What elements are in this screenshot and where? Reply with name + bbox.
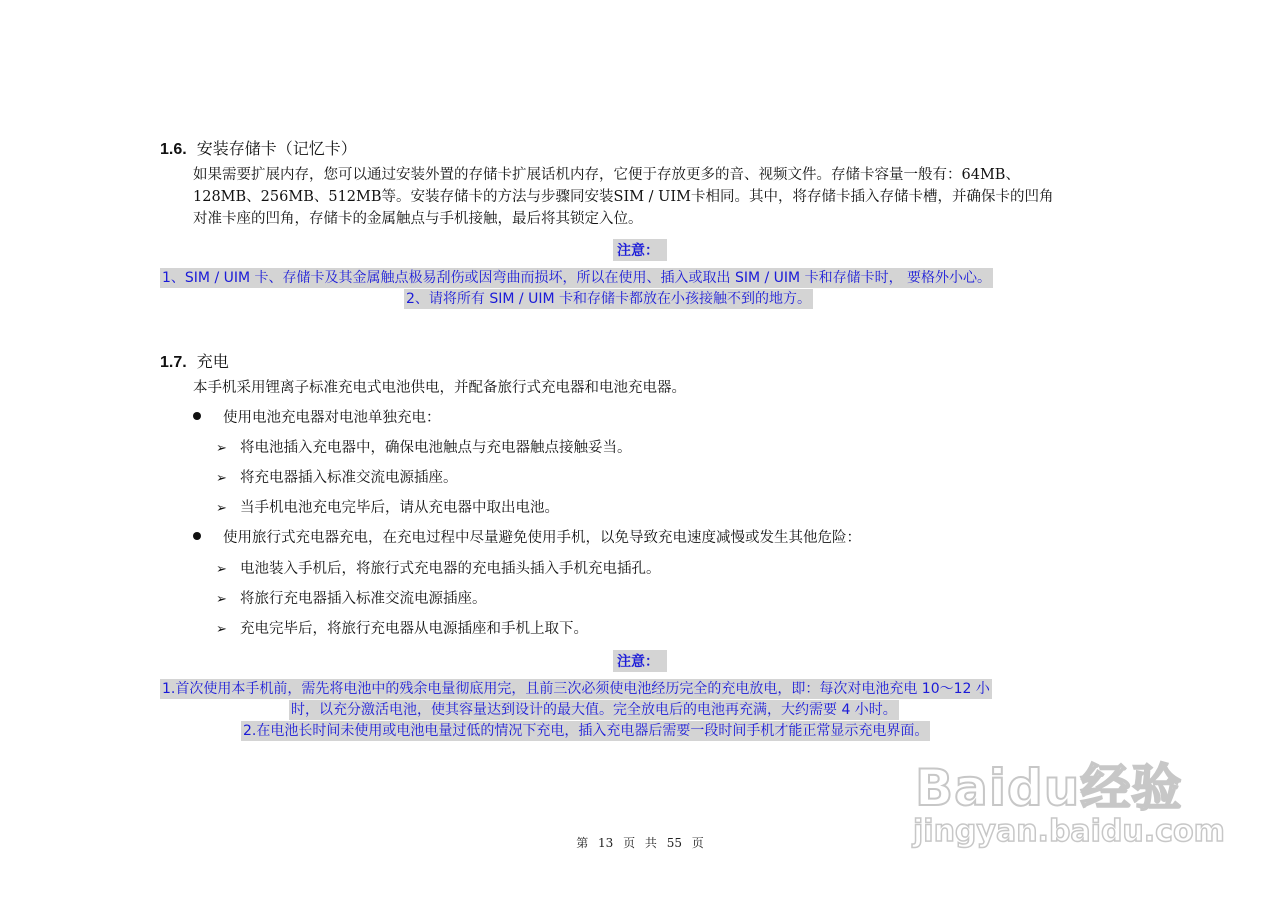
note-line: 1、SIM / UIM 卡、存储卡及其金属触点极易刮伤或因弯曲而损坏，所以在使用、插入或取出 SIM / UIM 卡和存储卡时， 要格外小心。: [162, 270, 992, 286]
paragraph-line: 本手机采用锂离子标准充电式电池供电，并配备旅行式充电器和电池充电器。: [193, 380, 686, 396]
step-text: 当手机电池充电完毕后，请从充电器中取出电池。: [240, 500, 559, 516]
section-number: 1.6.: [160, 141, 187, 158]
note-title: 注意：: [613, 650, 667, 672]
watermark-brand: Baidu经验: [915, 759, 1183, 817]
arrowhead-icon: ➢: [216, 592, 227, 607]
paragraph-line: 128MB、256MB、512MB等。安装存储卡的方法与步骤同安装SIM / UIM卡相同。其中，将存储卡插入存储卡槽，并确保卡的凹角: [193, 189, 1054, 205]
arrowhead-icon: ➢: [216, 562, 227, 577]
arrowhead-icon: ➢: [216, 471, 227, 486]
paragraph-line: 对准卡座的凹角，存储卡的金属触点与手机接触，最后将其锁定入位。: [193, 211, 643, 227]
bullet-icon: [193, 532, 201, 540]
step-text: 充电完毕后，将旅行充电器从电源插座和手机上取下。: [240, 621, 588, 637]
page-footer: 第 13 页 共 55 页: [576, 836, 704, 850]
note-title: 注意：: [613, 239, 667, 261]
section-title: 安装存储卡（记忆卡）: [196, 139, 357, 158]
step-item: [216, 619, 588, 640]
arrowhead-icon: ➢: [216, 622, 227, 637]
bullet-text: 使用旅行式充电器充电，在充电过程中尽量避免使用手机，以免导致充电速度减慢或发生其他危险：: [223, 530, 861, 546]
step-item: [216, 468, 458, 489]
section-title: 充电: [196, 352, 229, 371]
watermark-url: jingyan.baidu.com: [913, 814, 1225, 849]
paragraph-line: 如果需要扩展内存，您可以通过安装外置的存储卡扩展话机内存，它便于存放更多的音、视频文件。存储卡容量一般有：64MB、: [193, 167, 1020, 183]
section-1-6-paragraph: [193, 164, 1128, 230]
step-text: 将充电器插入标准交流电源插座。: [240, 470, 458, 486]
arrowhead-icon: ➢: [216, 441, 227, 456]
section-1-7-intro: [193, 377, 1128, 399]
note-line: 2.在电池长时间未使用或电池电量过低的情况下充电，插入充电器后需要一段时间手机才能正常显示充电界面。: [243, 723, 929, 739]
bullet-item: [193, 408, 441, 428]
bullet-icon: [193, 412, 201, 420]
section-heading-1-7: [160, 349, 229, 372]
step-item: [216, 559, 661, 580]
step-item: [216, 438, 632, 459]
bullet-text: 使用电池充电器对电池单独充电：: [223, 410, 441, 426]
step-text: 将电池插入充电器中，确保电池触点与充电器触点接触妥当。: [240, 440, 632, 456]
section-heading-1-6: [160, 136, 357, 159]
step-item: [216, 498, 559, 519]
arrowhead-icon: ➢: [216, 501, 227, 516]
step-item: [216, 589, 487, 610]
note-line: 2、请将所有 SIM / UIM 卡和存储卡都放在小孩接触不到的地方。: [406, 291, 811, 307]
section-number: 1.7.: [160, 354, 187, 371]
note-line: 1.首次使用本手机前，需先将电池中的残余电量彻底用完，且前三次必须使电池经历完全的充电放电，即：每次对电池充电 10～12 小: [162, 681, 990, 697]
bullet-item: [193, 528, 861, 548]
note-line: 时，以充分激活电池，使其容量达到设计的最大值。完全放电后的电池再充满，大约需要 4 小时。: [291, 702, 897, 718]
baidu-watermark-logo: [905, 740, 1225, 860]
step-text: 将旅行充电器插入标准交流电源插座。: [240, 591, 487, 607]
step-text: 电池装入手机后，将旅行式充电器的充电插头插入手机充电插孔。: [240, 561, 661, 577]
